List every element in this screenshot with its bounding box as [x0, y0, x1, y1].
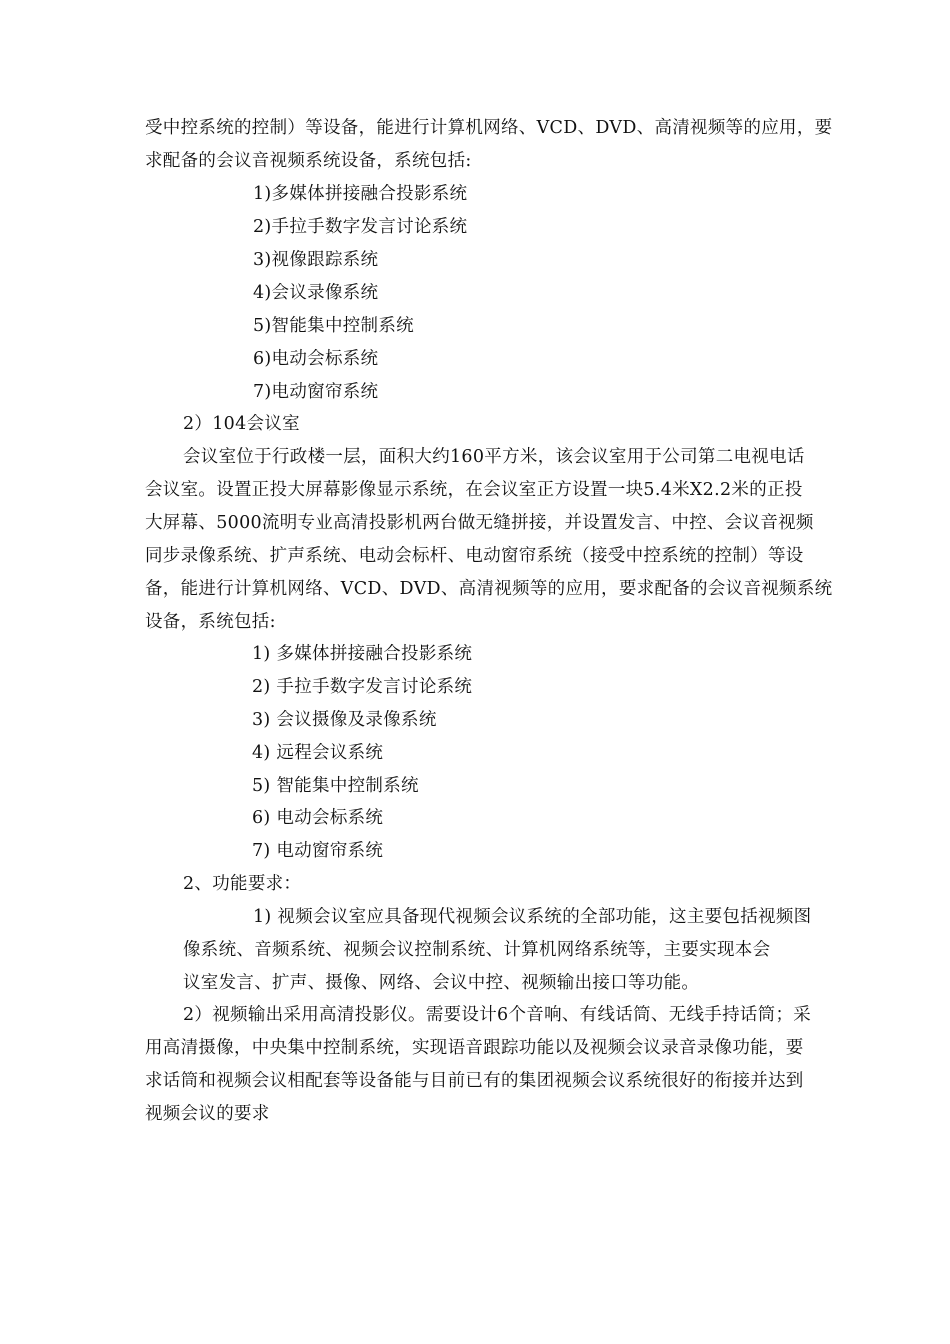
function-heading: 2、功能要求：: [183, 874, 302, 894]
list1-item: 7)电动窗帘系统: [253, 382, 379, 402]
room104-para-line: 同步录像系统、扩声系统、电动会标杆、电动窗帘系统（接受中控系统的控制）等设: [145, 546, 804, 566]
list2-item: 3) 会议摄像及录像系统: [252, 710, 437, 730]
list2-item: 7) 电动窗帘系统: [252, 841, 384, 861]
function-item2-line: 2）视频输出采用高清投影仪。需要设计6个音响、有线话筒、无线手持话筒；采: [183, 1005, 812, 1025]
function-item1-line: 像系统、音频系统、视频会议控制系统、计算机网络系统等，主要实现本会: [183, 940, 771, 960]
function-item2-line: 用高清摄像，中央集中控制系统，实现语音跟踪功能以及视频会议录音录像功能，要: [145, 1038, 804, 1058]
function-item2-line: 视频会议的要求: [145, 1104, 270, 1124]
list1-item: 2)手拉手数字发言讨论系统: [253, 217, 468, 237]
list1-item: 6)电动会标系统: [253, 349, 379, 369]
intro-line: 求配备的会议音视频系统设备，系统包括:: [145, 151, 472, 171]
room104-para-line: 设备，系统包括:: [145, 612, 276, 632]
intro-line: 受中控系统的控制）等设备，能进行计算机网络、VCD、DVD、高清视频等的应用，要: [145, 118, 833, 138]
list2-item: 1) 多媒体拼接融合投影系统: [252, 644, 473, 664]
list2-item: 5) 智能集中控制系统: [252, 776, 419, 796]
room104-para-line: 大屏幕、5000流明专业高清投影机两台做无缝拼接，并设置发言、中控、会议音视频: [145, 513, 814, 533]
function-item2-line: 求话筒和视频会议相配套等设备能与目前已有的集团视频会议系统很好的衔接并达到: [145, 1071, 804, 1091]
room104-para-line: 会议室。设置正投大屏幕影像显示系统，在会议室正方设置一块5.4米X2.2米的正投: [145, 480, 803, 500]
room104-para-line: 备，能进行计算机网络、VCD、DVD、高清视频等的应用，要求配备的会议音视频系统: [145, 579, 833, 599]
function-item1-line: 议室发言、扩声、摄像、网络、会议中控、视频输出接口等功能。: [183, 973, 700, 993]
list1-item: 3)视像跟踪系统: [253, 250, 379, 270]
list2-item: 4) 远程会议系统: [252, 743, 384, 763]
list2-item: 6) 电动会标系统: [252, 808, 384, 828]
room104-heading: 2）104会议室: [183, 414, 300, 434]
list1-item: 1)多媒体拼接融合投影系统: [253, 184, 468, 204]
list2-item: 2) 手拉手数字发言讨论系统: [252, 677, 473, 697]
function-item1-line: 1) 视频会议室应具备现代视频会议系统的全部功能，这主要包括视频图: [253, 907, 812, 927]
list1-item: 4)会议录像系统: [253, 283, 379, 303]
list1-item: 5)智能集中控制系统: [253, 316, 414, 336]
room104-para-line: 会议室位于行政楼一层，面积大约160平方米，该会议室用于公司第二电视电话: [183, 447, 805, 467]
